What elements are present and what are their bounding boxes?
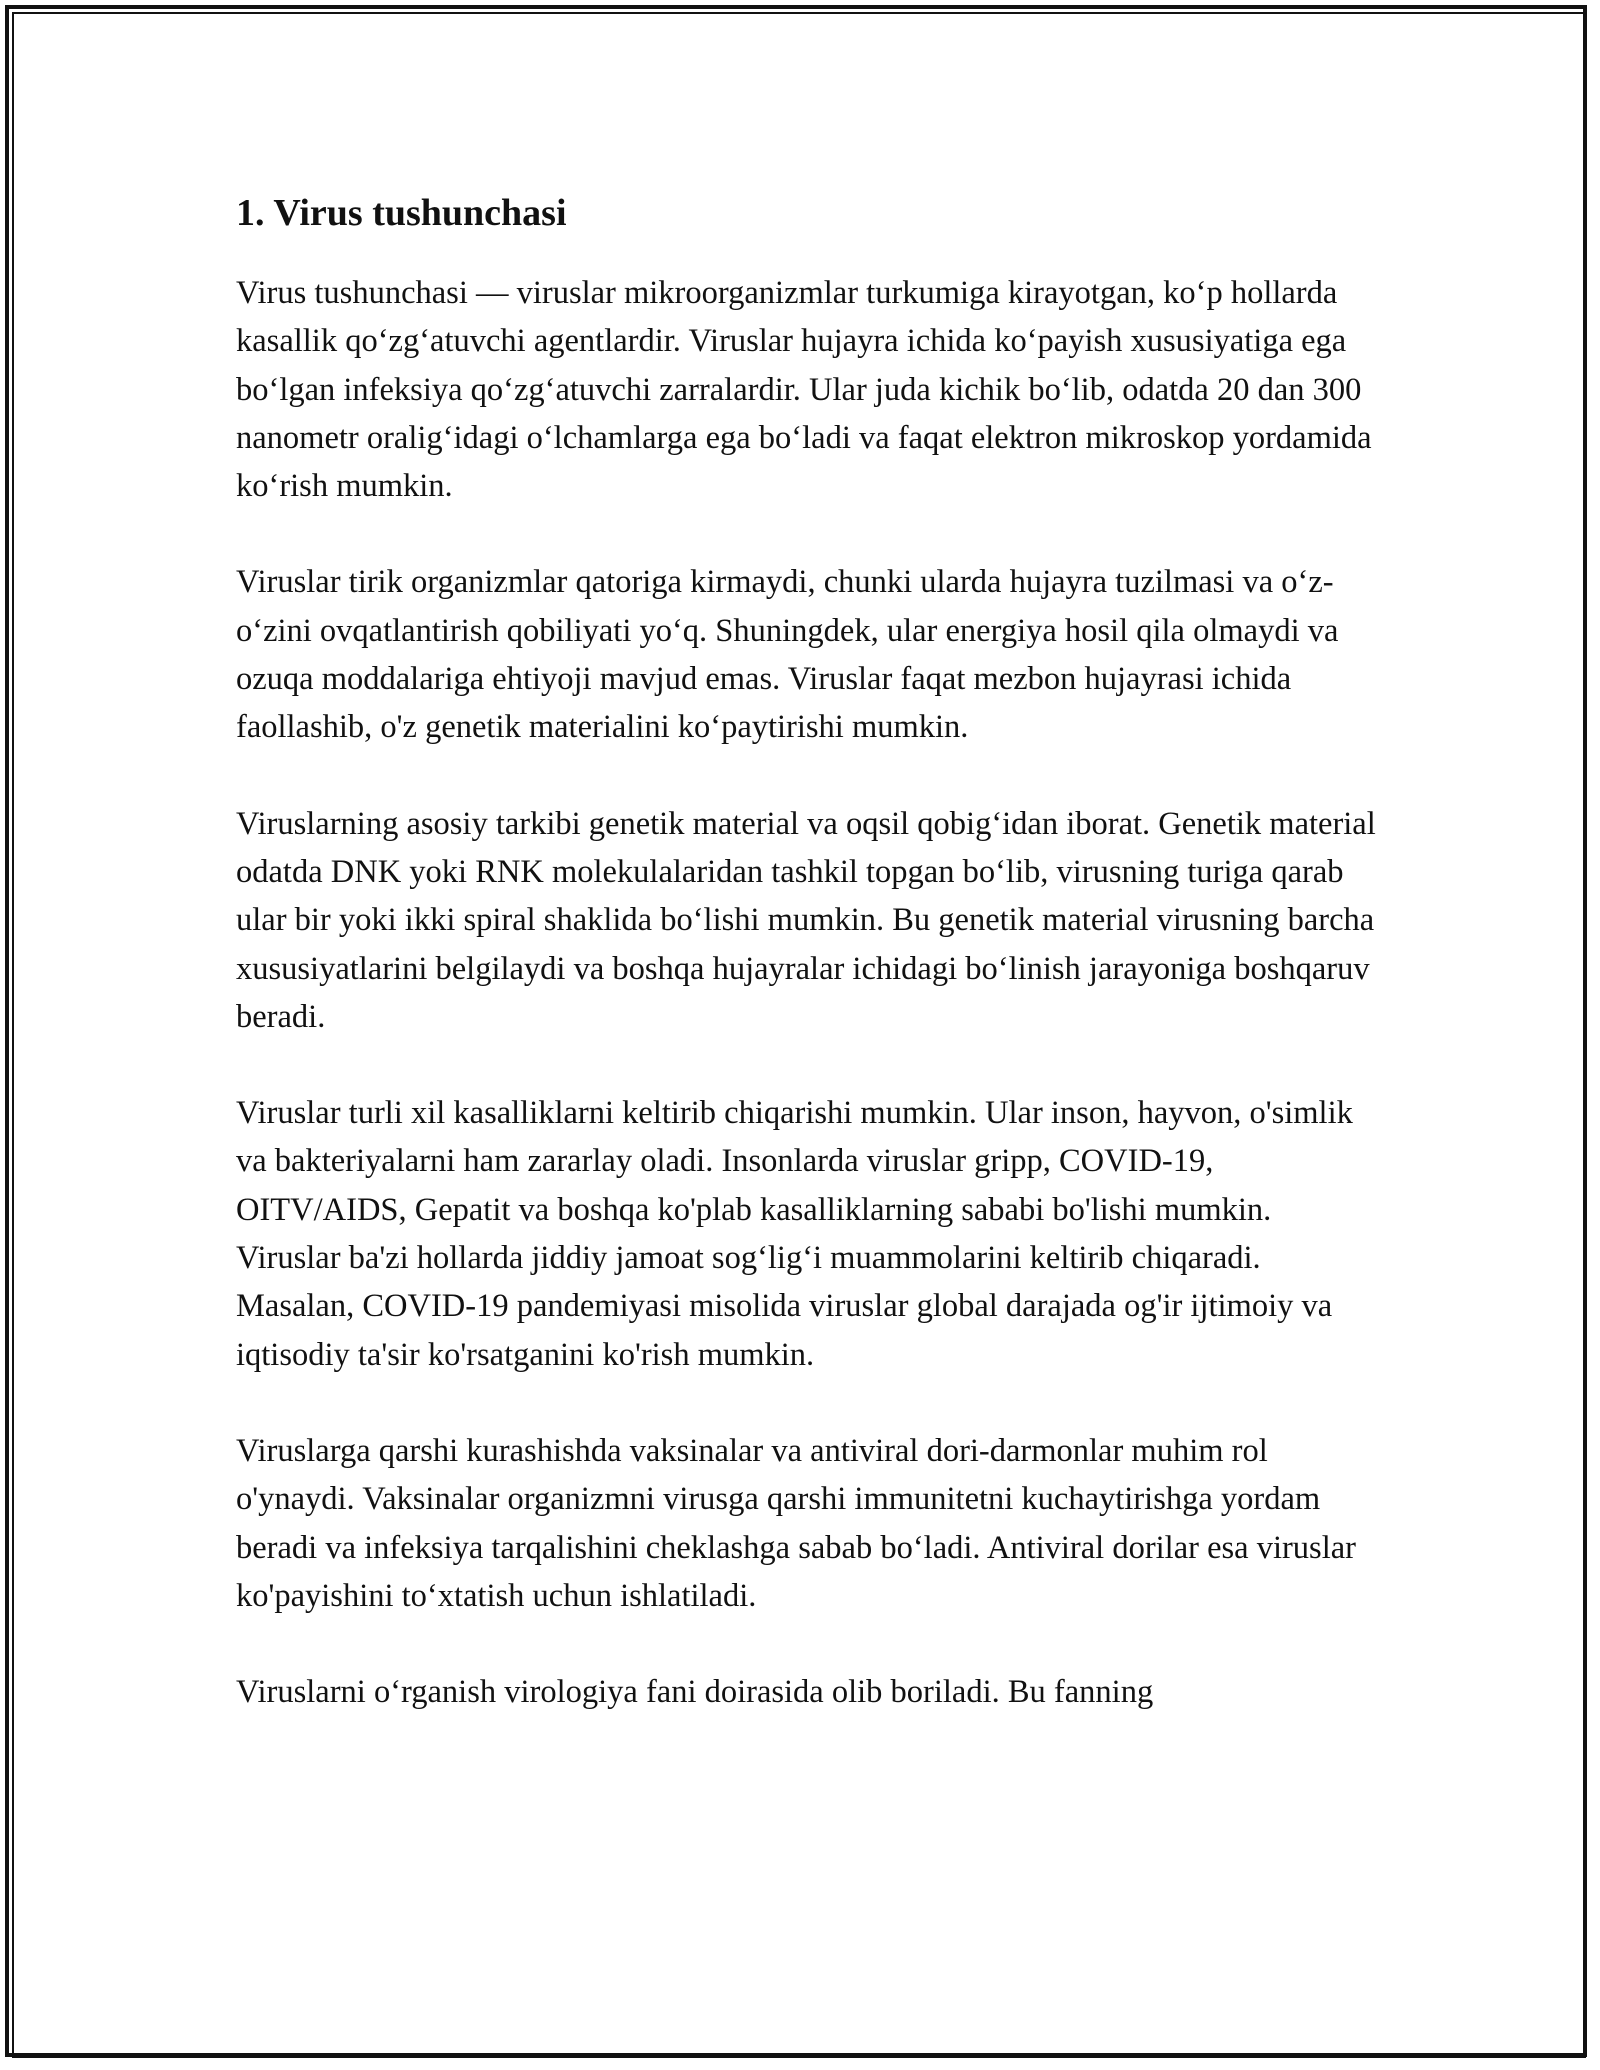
paragraph-structure: Viruslarning asosiy tarkibi genetik material va oqsil qobigʻidan iborat. Genetik material odatda DNK yoki RNK molekulalaridan tashkil topgan boʻlib, virusning turiga qarab ular bir yoki ikki spiral shaklida boʻlishi mumkin. Bu genetik material virusning barcha xususiyatlarini belgilaydi va boshqa hujayralar ichidagi boʻlinish jarayoniga boshqaruv beradi. xyxy=(236,805,1376,1035)
section-heading: 1. Virus tushunchasi xyxy=(236,192,567,234)
paragraph-virology: Viruslarni oʻrganish virologiya fani doirasida olib boriladi. Bu fanning xyxy=(236,1674,1154,1711)
paragraph-not-living: Viruslar tirik organizmlar qatoriga kirmaydi, chunki ularda hujayra tuzilmasi va oʻz-oʻzini ovqatlantirish qobiliyati yoʻq. Shuningdek, ular energiya hosil qila olmaydi va ozuqa moddalariga ehtiyoji mavjud emas. Viruslar faqat mezbon hujayrasi ichida faollashib, o'z genetik materialini koʻpaytirishi mumkin. xyxy=(236,564,1339,746)
paragraph-vaccines: Viruslarga qarshi kurashishda vaksinalar va antiviral dori-darmonlar muhim rol o'ynaydi. Vaksinalar organizmni virusga qarshi immunitetni kuchaytirishga yordam beradi va infeksiya tarqalishini cheklashga sabab boʻladi. Antiviral dorilar esa viruslar ko'payishini toʻxtatish uchun ishlatiladi. xyxy=(236,1432,1356,1614)
paragraph-diseases: Viruslar turli xil kasalliklarni keltirib chiqarishi mumkin. Ular inson, hayvon, o'simlik va bakteriyalarni ham zararlay oladi. Insonlarda viruslar gripp, COVID-19, OITV/AIDS, Gepatit va boshqa ko'plab kasalliklarning sababi bo'lishi mumkin. Viruslar ba'zi hollarda jiddiy jamoat sogʻligʻi muammolarini keltirib chiqaradi. Masalan, COVID-19 pandemiyasi misolida viruslar global darajada og'ir ijtimoiy va iqtisodiy ta'sir ko'rsatganini ko'rish mumkin. xyxy=(236,1095,1353,1373)
paragraph-virus-definition: Virus tushunchasi — viruslar mikroorganizmlar turkumiga kirayotgan, koʻp hollarda kasallik qoʻzgʻatuvchi agentlardir. Viruslar hujayra ichida koʻpayish xususiyatiga ega boʻlgan infeksiya qoʻzgʻatuvchi zarralardir. Ular juda kichik boʻlib, odatda 20 dan 300 nanometr oraligʻidagi oʻlchamlarga ega boʻladi va faqat elektron mikroskop yordamida koʻrish mumkin. xyxy=(236,275,1372,505)
document-body xyxy=(236,185,1376,1764)
